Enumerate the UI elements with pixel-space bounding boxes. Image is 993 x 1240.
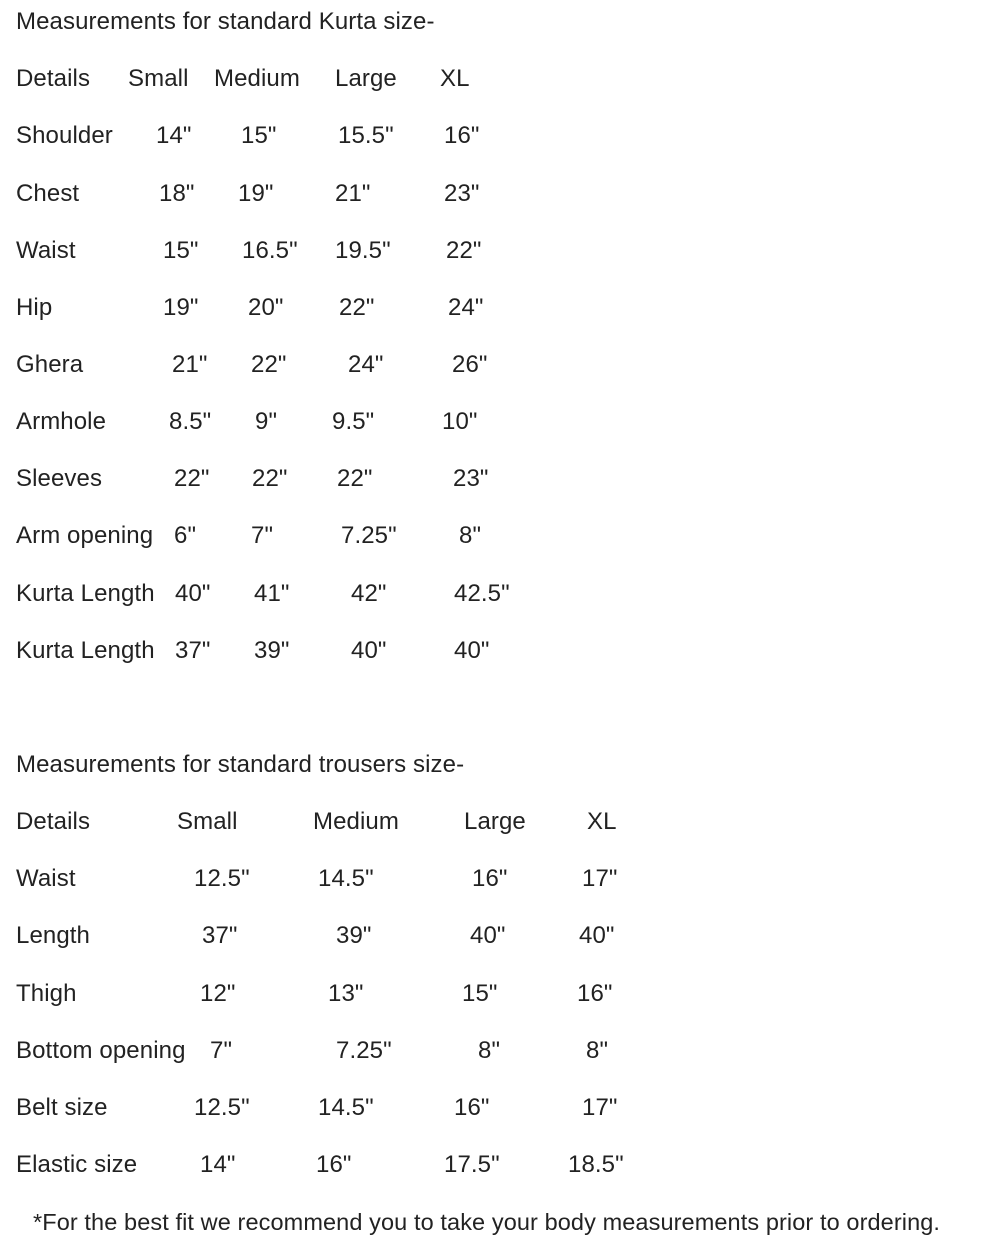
trousers-cell: 16"	[316, 1151, 352, 1178]
trousers-header-xl: XL	[587, 808, 617, 835]
kurta-cell: 40"	[351, 637, 387, 664]
trousers-cell: 12"	[200, 980, 236, 1007]
kurta-cell: 9.5"	[332, 408, 375, 435]
kurta-cell: 21"	[335, 180, 371, 207]
kurta-cell: 22"	[446, 237, 482, 264]
trousers-cell: 40"	[579, 922, 615, 949]
trousers-cell: 14.5"	[318, 1094, 374, 1121]
kurta-row-label: Waist	[16, 237, 76, 264]
trousers-title: Measurements for standard trousers size-	[16, 751, 465, 778]
trousers-row-label: Belt size	[16, 1094, 108, 1121]
kurta-cell: 26"	[452, 351, 488, 378]
trousers-cell: 7"	[210, 1037, 233, 1064]
kurta-row-label: Arm opening	[16, 522, 154, 549]
kurta-cell: 15"	[163, 237, 199, 264]
trousers-cell: 15"	[462, 980, 498, 1007]
kurta-cell: 23"	[444, 180, 480, 207]
kurta-cell: 37"	[175, 637, 211, 664]
trousers-cell: 16"	[472, 865, 508, 892]
kurta-row-label: Ghera	[16, 351, 84, 378]
trousers-cell: 7.25"	[336, 1037, 392, 1064]
trousers-cell: 39"	[336, 922, 372, 949]
kurta-cell: 7.25"	[341, 522, 397, 549]
kurta-cell: 22"	[252, 465, 288, 492]
kurta-row-label: Shoulder	[16, 122, 113, 149]
kurta-cell: 14"	[156, 122, 192, 149]
kurta-cell: 24"	[348, 351, 384, 378]
kurta-cell: 40"	[454, 637, 490, 664]
kurta-cell: 40"	[175, 580, 211, 607]
trousers-cell: 16"	[454, 1094, 490, 1121]
kurta-cell: 24"	[448, 294, 484, 321]
kurta-cell: 39"	[254, 637, 290, 664]
trousers-cell: 37"	[202, 922, 238, 949]
trousers-cell: 8"	[586, 1037, 609, 1064]
trousers-header-small: Small	[177, 808, 238, 835]
trousers-header-details: Details	[16, 808, 91, 835]
kurta-title: Measurements for standard Kurta size-	[16, 8, 435, 35]
trousers-cell: 17"	[582, 1094, 618, 1121]
kurta-cell: 22"	[174, 465, 210, 492]
kurta-header-xl: XL	[440, 65, 470, 92]
kurta-cell: 42"	[351, 580, 387, 607]
trousers-row-label: Elastic size	[16, 1151, 138, 1178]
kurta-cell: 19.5"	[335, 237, 391, 264]
trousers-row-label: Thigh	[16, 980, 77, 1007]
kurta-cell: 7"	[251, 522, 274, 549]
kurta-cell: 16"	[444, 122, 480, 149]
fit-note: *For the best fit we recommend you to take your body measurements prior to ordering.	[33, 1209, 941, 1235]
kurta-row-label: Chest	[16, 180, 80, 207]
kurta-cell: 8"	[459, 522, 482, 549]
kurta-cell: 6"	[174, 522, 197, 549]
kurta-header-large: Large	[335, 65, 397, 92]
kurta-row-label: Armhole	[16, 408, 107, 435]
kurta-cell: 19"	[163, 294, 199, 321]
trousers-cell: 40"	[470, 922, 506, 949]
trousers-header-large: Large	[464, 808, 526, 835]
trousers-row-label: Waist	[16, 865, 76, 892]
trousers-cell: 14.5"	[318, 865, 374, 892]
trousers-cell: 13"	[328, 980, 364, 1007]
trousers-row-label: Bottom opening	[16, 1037, 186, 1064]
trousers-row-label: Length	[16, 922, 91, 949]
kurta-header-details: Details	[16, 65, 91, 92]
kurta-cell: 42.5"	[454, 580, 510, 607]
kurta-row-label: Kurta Length	[16, 637, 155, 664]
kurta-cell: 15.5"	[338, 122, 394, 149]
kurta-cell: 15"	[241, 122, 277, 149]
kurta-cell: 41"	[254, 580, 290, 607]
kurta-header-small: Small	[128, 65, 189, 92]
kurta-row-label: Kurta Length	[16, 580, 155, 607]
kurta-cell: 19"	[238, 180, 274, 207]
trousers-cell: 12.5"	[194, 865, 250, 892]
kurta-cell: 8.5"	[169, 408, 212, 435]
kurta-row-label: Hip	[16, 294, 53, 321]
kurta-cell: 23"	[453, 465, 489, 492]
trousers-cell: 17"	[582, 865, 618, 892]
trousers-cell: 14"	[200, 1151, 236, 1178]
kurta-cell: 20"	[248, 294, 284, 321]
trousers-cell: 12.5"	[194, 1094, 250, 1121]
kurta-cell: 22"	[339, 294, 375, 321]
kurta-cell: 18"	[159, 180, 195, 207]
kurta-cell: 16.5"	[242, 237, 298, 264]
kurta-header-medium: Medium	[214, 65, 300, 92]
kurta-cell: 21"	[172, 351, 208, 378]
trousers-header-medium: Medium	[313, 808, 399, 835]
kurta-cell: 9"	[255, 408, 278, 435]
trousers-cell: 16"	[577, 980, 613, 1007]
kurta-cell: 10"	[442, 408, 478, 435]
trousers-cell: 17.5"	[444, 1151, 500, 1178]
kurta-row-label: Sleeves	[16, 465, 103, 492]
kurta-cell: 22"	[251, 351, 287, 378]
trousers-cell: 8"	[478, 1037, 501, 1064]
kurta-cell: 22"	[337, 465, 373, 492]
trousers-cell: 18.5"	[568, 1151, 624, 1178]
